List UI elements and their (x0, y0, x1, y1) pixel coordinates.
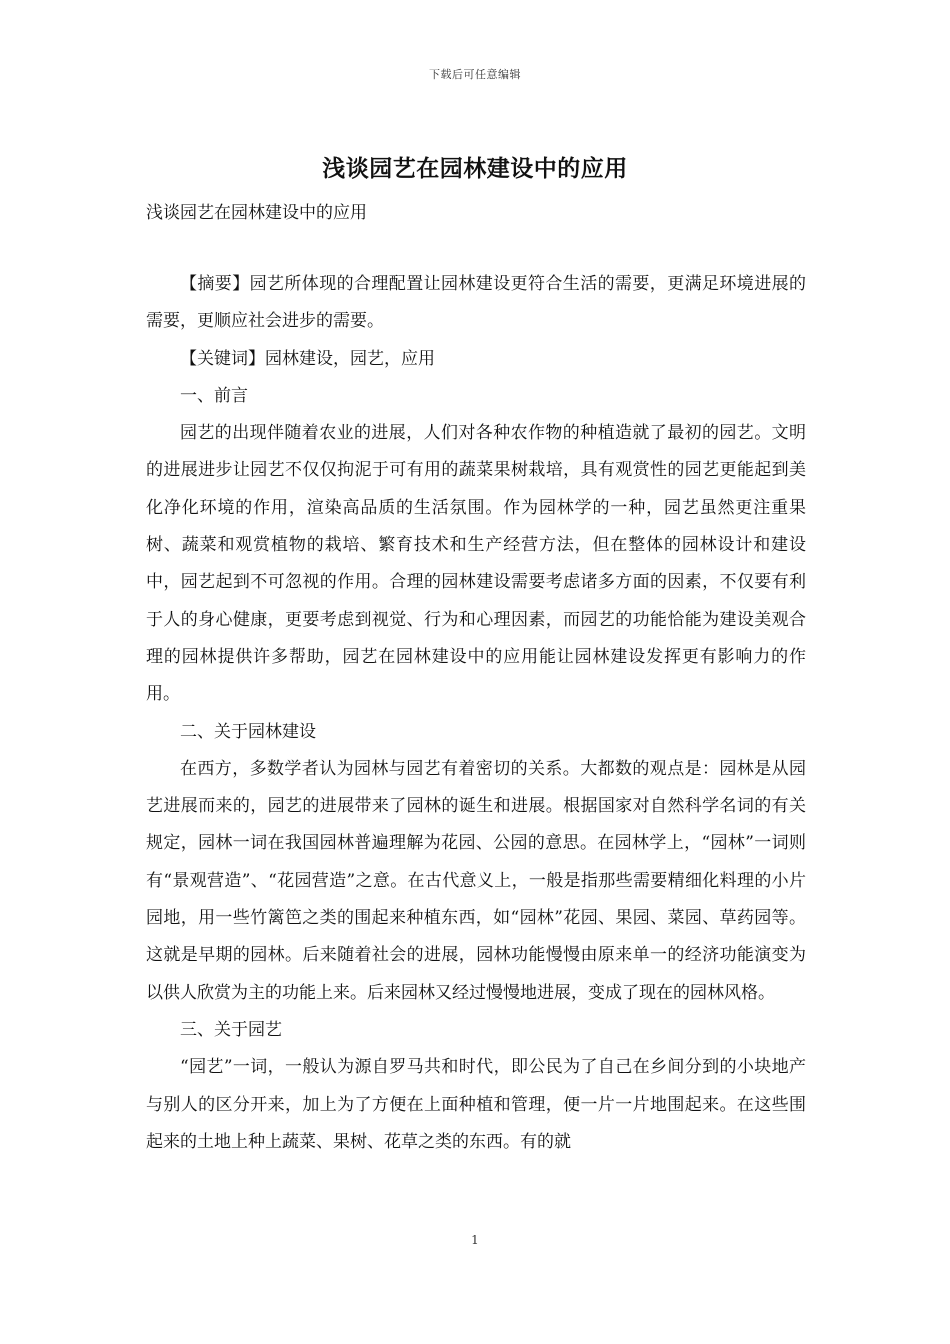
abstract-paragraph: 【摘要】园艺所体现的合理配置让园林建设更符合生活的需要，更满足环境进展的需要，更顺应社会进步的需要。 (146, 274, 806, 332)
keywords-paragraph: 【关键词】园林建设，园艺，应用 (180, 348, 435, 369)
section-heading-horticulture: 三、关于园艺 (180, 1019, 282, 1040)
page-header: 下载后可任意编辑 (429, 68, 521, 81)
preface-paragraph: 园艺的出现伴随着农业的进展，人们对各种农作物的种植造就了最初的园艺。文明的进展进步让园艺不仅仅拘泥于可有用的蔬菜果树栽培，具有观赏性的园艺更能起到美化净化环境的作用，渲染高品质的生活氛围。作为园林学的一种，园艺虽然更注重果树、蔬菜和观赏植物的栽培、繁育技术和生产经营方法，但在整体的园林设计和建设中，园艺起到不可忽视的作用。合理的园林建设需要考虑诸多方面的因素，不仅要有利于人的身心健康，更要考虑到视觉、行为和心理因素，而园艺的功能恰能为建设美观合理的园林提供许多帮助，园艺在园林建设中的应用能让园林建设发挥更有影响力的作用。 (146, 423, 806, 705)
document-body (146, 266, 806, 1161)
document-subtitle: 浅谈园艺在园林建设中的应用 (146, 203, 367, 223)
section-heading-garden-construction: 二、关于园林建设 (180, 721, 316, 742)
horticulture-paragraph: “园艺”一词，一般认为源自罗马共和时代，即公民为了自己在乡间分到的小块地产与别人的区分开来，加上为了方便在上面种植和管理，便一片一片地围起来。在这些围起来的土地上种上蔬菜、果树、花草之类的东西。有的就 (146, 1057, 806, 1152)
page-number: 1 (471, 1233, 479, 1247)
garden-construction-paragraph: 在西方，多数学者认为园林与园艺有着密切的关系。大都数的观点是：园林是从园艺进展而来的，园艺的进展带来了园林的诞生和进展。根据国家对自然科学名词的有关规定，园林一词在我国园林普遍理解为花园、公园的意思。在园林学上，“园林”一词则有“景观营造”、“花园营造”之意。在古代意义上，一般是指那些需要精细化料理的小片园地，用一些竹篱笆之类的围起来种植东西，如“园林”花园、果园、菜园、草药园等。这就是早期的园林。后来随着社会的进展，园林功能慢慢由原来单一的经济功能演变为以供人欣赏为主的功能上来。后来园林又经过慢慢地进展，变成了现在的园林风格。 (146, 758, 806, 1003)
document-title: 浅谈园艺在园林建设中的应用 (322, 155, 628, 182)
section-heading-preface: 一、前言 (180, 385, 248, 406)
